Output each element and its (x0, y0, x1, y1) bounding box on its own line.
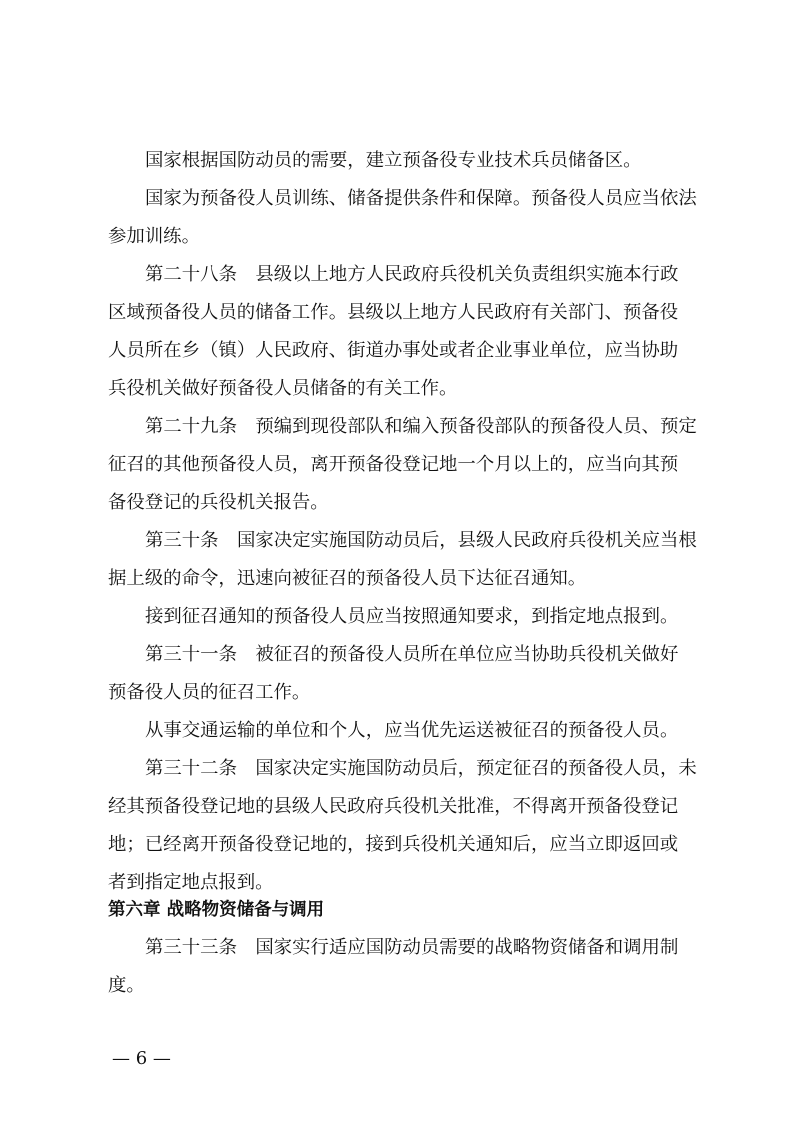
article-33-line: 第三十三条 国家实行适应国防动员需要的战略物资储备和调用制 (145, 937, 679, 958)
article-30-line: 第三十条 国家决定实施国防动员后，县级人民政府兵役机关应当根 (145, 530, 697, 551)
paragraph-line: 据上级的命令，迅速向被征召的预备役人员下达征召通知。 (108, 568, 587, 589)
paragraph-line: 度。 (108, 975, 145, 996)
chapter-heading: 第六章 战略物资储备与调用 (108, 900, 325, 920)
paragraph-line: 参加训练。 (108, 226, 200, 247)
paragraph-line: 国家根据国防动员的需要，建立预备役专业技术兵员储备区。 (145, 150, 642, 171)
paragraph-line: 接到征召通知的预备役人员应当按照通知要求，到指定地点报到。 (145, 606, 679, 627)
page-number: — 6 — (112, 1048, 171, 1069)
paragraph-line: 国家为预备役人员训练、储备提供条件和保障。预备役人员应当依法 (145, 188, 697, 209)
paragraph-line: 备役登记的兵役机关报告。 (108, 492, 329, 513)
article-29-line: 第二十九条 预编到现役部队和编入预备役部队的预备役人员、预定 (145, 416, 697, 437)
paragraph-line: 人员所在乡（镇）人民政府、街道办事处或者企业事业单位，应当协助 (108, 340, 679, 361)
paragraph-line: 区域预备役人员的储备工作。县级以上地方人民政府有关部门、预备役 (108, 302, 679, 323)
paragraph-line: 征召的其他预备役人员，离开预备役登记地一个月以上的，应当向其预 (108, 454, 679, 475)
paragraph-line: 者到指定地点报到。 (108, 872, 274, 893)
paragraph-line: 兵役机关做好预备役人员储备的有关工作。 (108, 378, 458, 399)
paragraph-line: 预备役人员的征召工作。 (108, 682, 311, 703)
paragraph-line: 经其预备役登记地的县级人民政府兵役机关批准，不得离开预备役登记 (108, 796, 679, 817)
article-28-line: 第二十八条 县级以上地方人民政府兵役机关负责组织实施本行政 (145, 264, 679, 285)
paragraph-line: 从事交通运输的单位和个人，应当优先运送被征召的预备役人员。 (145, 720, 679, 741)
article-31-line: 第三十一条 被征召的预备役人员所在单位应当协助兵役机关做好 (145, 644, 679, 665)
article-32-line: 第三十二条 国家决定实施国防动员后，预定征召的预备役人员，未 (145, 758, 697, 779)
paragraph-line: 地；已经离开预备役登记地的，接到兵役机关通知后，应当立即返回或 (108, 834, 679, 855)
